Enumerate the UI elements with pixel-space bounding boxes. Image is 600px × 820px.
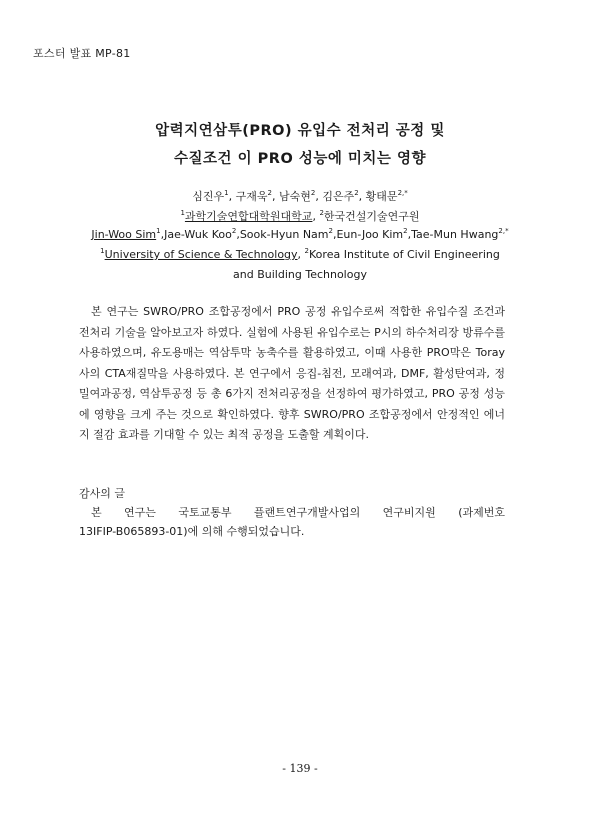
author-name: Tae-Mun Hwang [411,228,499,241]
author-name: Eun-Joo Kim [336,228,404,241]
author-sup: 2,* [397,189,408,197]
session-header: 포스터 발표 MP-81 [33,47,131,60]
affiliation-name: University of Science & Technology [104,248,298,261]
affiliation-sup: 2 [304,247,310,255]
author-sup: 2,* [498,227,509,235]
author-sup: 2 [267,189,272,197]
author-sup: 2 [354,189,359,197]
affiliation-name: 과학기술연합대학원대학교 [184,210,313,223]
affiliation-sup: 1 [100,247,105,255]
authors-english: Jin-Woo Sim$^1$,Jae-Wuk Koo$^2$,Sook-Hyun Nam$^2$,Eun-Joo Kim$^2$,Tae-Mun Hwang$^{2,*}$ [91,227,509,241]
affiliations-english: $^1$University of Science & Technology, $^2$Korea Institute of Civil Engineering [100,247,500,261]
author-name: 구재욱 [235,190,268,203]
acknowledgement-line1 [79,503,505,523]
author-sup: 2 [231,227,237,235]
author-sup: 2 [403,227,408,235]
affiliation-sup: 1 [180,209,185,217]
page-number: - 139 - [282,762,318,775]
paper-title-line1: 압력지연삼투(PRO) 유입수 전처리 공정 및 [155,123,445,139]
acknowledgement-text: 본 연구는 국토교통부 플랜트연구개발사업의 연구비지원 (과제번호 [91,506,505,519]
affiliation-name: 한국건설기술연구원 [323,210,420,223]
acknowledgement-title: 감사의 글 [79,487,126,500]
author-sup: 2 [328,227,333,235]
affiliations-korean: $^1$과학기술연합대학원대학교, $^2$한국건설기술연구원 [180,209,420,223]
author-name: 김은주 [322,190,355,203]
author-name: 심진우 [192,190,225,203]
authors-korean: 심진우$^1$, 구재욱$^2$, 남숙현$^2$, 김은주$^2$, 황태문$^{2,*}$ [192,189,408,203]
author-name: Jin-Woo Sim [91,228,157,241]
affiliation-sup: 2 [319,209,324,217]
author-sup: 1 [156,227,161,235]
author-name: Jae-Wuk Koo [164,228,232,241]
author-name: 황태문 [365,190,398,203]
author-name: 남숙현 [278,190,311,203]
author-sup: 2 [310,189,316,197]
affiliation-english-continued: and Building Technology [233,268,367,281]
abstract-body: 본 연구는 SWRO/PRO 조합공정에서 PRO 공정 유입수로써 적합한 유입수질 조건과 전처리 기술을 알아보고자 하였다. 실험에 사용된 유입수로는 P시의 하수처리장 방류수를 사용하였으며, 유도용매는 역삼투막 농축수를 활용하였고, 이때 사용한 PRO막은 Toray사의 CTA재질막을 사용하였다. 본 연구에서 응집-침전, 모래여과, DMF, 활성탄여과, 정밀여과공정, 역삼투공정 등 총 6가지 전처리공정을 선정하여 평가하였고, PRO 공정 성능에 영향을 크게 주는 것으로 확인하였다. 향후 SWRO/PRO 조합공정에서 안정적인 에너지 절감 효과를 기대할 수 있는 최적 공정을 도출할 계획이다. [79,305,505,441]
affiliation-name: Korea Institute of Civil Engineering [309,248,500,261]
author-name: Sook-Hyun Nam [239,228,329,241]
author-sup: 1 [224,189,229,197]
acknowledgement-line2: 13IFIP-B065893-01)에 의해 수행되었습니다. [79,525,305,538]
paper-title-line2: 수질조건 이 PRO 성능에 미치는 영향 [174,151,426,167]
